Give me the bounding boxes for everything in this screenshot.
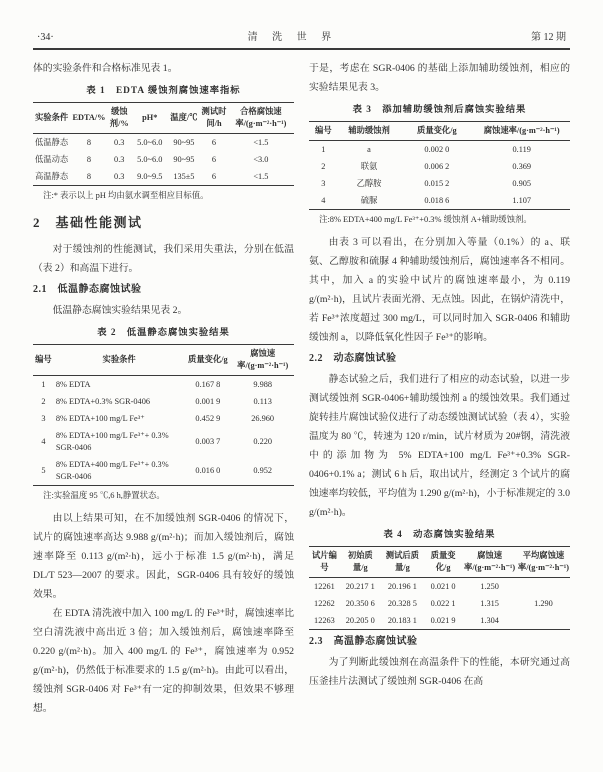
table-cell: 乙醇胺 <box>356 178 382 188</box>
table-cell: 12262 <box>314 598 335 608</box>
table-cell: 20.350 6 <box>345 598 375 608</box>
table-cell: 0.003 7 <box>195 436 221 446</box>
table-2-note: 注:实验温度 95 ℃,6 h,静置状态。 <box>43 491 165 500</box>
table-cell: 低温动态 <box>35 154 69 164</box>
column-header: 辅助缓蚀剂 <box>338 122 401 141</box>
paragraph: 在 EDTA 清洗液中加入 100 mg/L 的 Fe³⁺时，腐蚀速率比空白清洗液中高出近 3 倍；加入缓蚀剂后，腐蚀速率降至 0.220 g/(m²·h)。加入 400 mg/L 的 Fe³⁺，腐蚀速率为 0.952 g/(m²·h)，仍然低于标准要求的 1.5 g/(m²·h)。由此可以看出，缓蚀剂 SGR-0406 对 Fe³⁺有一定的抑制效果，但效果不够理想。 <box>33 608 294 714</box>
table-cell: 0.018 6 <box>424 195 450 205</box>
table-cell: 6 <box>211 154 217 164</box>
column-header: 初始质量/g <box>340 547 381 578</box>
table-cell: 1.290 <box>534 598 553 608</box>
paragraph-continuation: 于是，考虑在 SGR-0406 的基础上添加辅助缓蚀剂，相应的实验结果见表 3。 <box>309 63 570 93</box>
subsection-heading-2-1: 2.1 低温静态腐蚀试验 <box>33 284 142 295</box>
paragraph-continuation: 体的实验条件和合格标准见表 1。 <box>33 63 178 74</box>
table-row <box>309 595 570 612</box>
header-rule <box>33 48 570 50</box>
right-column <box>309 59 570 718</box>
table-cell: 3 <box>41 413 46 423</box>
table-cell: 0.001 9 <box>195 396 221 406</box>
column-header: 腐蚀速率/(g·m⁻²·h⁻¹) <box>462 547 517 578</box>
page-number: ·34· <box>37 32 54 43</box>
table-row <box>309 175 570 192</box>
page-header <box>33 28 570 48</box>
subsection-heading-2-3: 2.3 高温静态腐蚀试验 <box>309 636 418 647</box>
column-header: 合格腐蚀速率/(g·m⁻²·h⁻¹) <box>228 103 294 134</box>
table-cell: 0.022 1 <box>430 598 456 608</box>
table-row <box>33 456 294 486</box>
column-header: 实验条件 <box>33 103 71 134</box>
table-cell: 低温静态 <box>35 137 69 147</box>
table-cell: 硫脲 <box>360 195 378 205</box>
table-cell: 26.960 <box>251 413 275 423</box>
table-cell: 5.0~6.0 <box>137 137 163 147</box>
column-header: 编号 <box>309 122 338 141</box>
table-cell: 4 <box>41 436 46 446</box>
table-3-note: 注:8% EDTA+400 mg/L Fe³⁺+0.3% 缓蚀剂 A+辅助缓蚀剂。 <box>319 215 532 224</box>
table-row <box>33 134 294 152</box>
column-header: 实验条件 <box>54 345 185 376</box>
table-cell: 0.002 0 <box>424 144 450 154</box>
table-cell: 8 <box>86 171 92 181</box>
table-1-note: 注:* 表示以上 pH 均由氨水调至相应目标值。 <box>43 191 209 200</box>
table-cell: 6 <box>211 171 217 181</box>
table-cell <box>517 578 570 596</box>
table-cell: 20.205 0 <box>345 615 375 625</box>
table-cell: 1 <box>41 379 46 389</box>
table-cell: 1.304 <box>480 615 499 625</box>
column-header: 腐蚀速率/(g·m⁻²·h⁻¹) <box>473 122 570 141</box>
table-row <box>309 158 570 175</box>
column-header: 腐蚀速率/(g·m⁻²·h⁻¹) <box>231 345 294 376</box>
table-cell: 12261 <box>314 581 335 591</box>
table-cell: 5.0~6.0 <box>137 154 163 164</box>
table-1-caption: 表 1 EDTA 缓蚀剂腐蚀速率指标 <box>86 86 241 96</box>
table-cell: 8% EDTA+0.3% SGR-0406 <box>55 396 150 406</box>
table-3 <box>309 121 570 210</box>
table-cell: 1.107 <box>512 195 532 205</box>
column-header: 平均腐蚀速率/(g·m⁻²·h⁻¹) <box>517 547 570 578</box>
table-cell: 5 <box>41 465 46 475</box>
column-header: 质量变化/g <box>400 122 473 141</box>
column-header: 缓蚀剂/% <box>106 103 132 134</box>
table-row <box>33 168 294 186</box>
table-cell: 8% EDTA+100 mg/L Fe³⁺ <box>55 413 145 423</box>
two-column-body <box>33 59 570 718</box>
table-row <box>309 612 570 630</box>
table-1 <box>33 102 294 186</box>
table-cell: 20.217 1 <box>345 581 375 591</box>
table-cell: 0.006 2 <box>424 161 450 171</box>
table-cell: 6 <box>211 137 217 147</box>
left-column <box>33 59 294 718</box>
paragraph: 静态试验之后，我们进行了相应的动态试验，以进一步测试缓蚀剂 SGR-0406+辅助缓蚀剂 a 的缓蚀效果。我们通过旋转挂片腐蚀试验仪进行了动态缓蚀测试试验（表 4），实验温度为 80 ℃，转速为 120 r/min，试片材质为 20#钢，清洗液中的添加物为 5% EDTA+100 mg/L Fe³⁺+0.3% SGR-0406+0.1% a；测试 6 h 后，取出试片，经测定 3 个试片的腐蚀速率均较低，平均值为 1.290 g/(m²·h)，小于标准规定的 3.0 g/(m²·h)。 <box>309 374 570 518</box>
table-cell: 1.315 <box>480 598 499 608</box>
column-header: 质量变化/g <box>424 547 462 578</box>
column-header: 温度/℃ <box>168 103 201 134</box>
table-cell: 135±5 <box>173 171 195 181</box>
subsection-heading-2-2: 2.2 动态腐蚀试验 <box>309 353 397 364</box>
column-header: pH* <box>132 103 168 134</box>
table-cell: 90~95 <box>173 137 195 147</box>
table-cell: 0.113 <box>253 396 272 406</box>
table-row <box>33 410 294 427</box>
table-cell: 8 <box>86 154 92 164</box>
table-cell: <1.5 <box>253 137 269 147</box>
table-4 <box>309 546 570 630</box>
table-cell: 0.021 9 <box>430 615 456 625</box>
issue-number: 第 12 期 <box>530 32 566 43</box>
column-header: 测试后质量/g <box>381 547 424 578</box>
table-cell: 12263 <box>314 615 335 625</box>
table-row <box>309 192 570 210</box>
table-row <box>33 376 294 394</box>
table-2 <box>33 344 294 486</box>
column-header: 测试时间/h <box>200 103 227 134</box>
table-row <box>309 141 570 159</box>
table-row <box>33 393 294 410</box>
table-row <box>33 151 294 168</box>
table-cell: 8% EDTA+100 mg/L Fe³⁺+ 0.3% SGR-0406 <box>55 430 169 452</box>
paragraph: 为了判断此缓蚀剂在高温条件下的性能，本研究通过高压釜挂片法测试了缓蚀剂 SGR-0406 在高 <box>309 657 570 687</box>
table-cell: 1.250 <box>480 581 499 591</box>
table-cell: 0.3 <box>114 154 125 164</box>
paragraph: 对于缓蚀剂的性能测试，我们采用失重法，分别在低温（表 2）和高温下进行。 <box>33 244 294 274</box>
table-cell: 0.3 <box>114 137 125 147</box>
table-cell: 0.3 <box>114 171 125 181</box>
table-cell: 0.016 0 <box>195 465 221 475</box>
table-cell <box>517 612 570 630</box>
table-cell: 0.369 <box>512 161 532 171</box>
table-row <box>33 427 294 456</box>
table-cell: 9.988 <box>253 379 273 389</box>
column-header: 质量变化/g <box>184 345 231 376</box>
table-cell: 2 <box>321 161 326 171</box>
table-cell: 高温静态 <box>35 171 69 181</box>
table-cell: 0.905 <box>512 178 532 188</box>
table-cell: 20.183 1 <box>387 615 417 625</box>
table-header-row <box>309 122 570 141</box>
table-cell: 90~95 <box>173 154 195 164</box>
table-cell: 0.452 9 <box>195 413 221 423</box>
table-cell: 4 <box>321 195 326 205</box>
table-header-row <box>33 103 294 134</box>
table-cell: 20.196 1 <box>387 581 417 591</box>
table-cell: 9.0~9.5 <box>137 171 163 181</box>
table-cell: 2 <box>41 396 46 406</box>
table-cell: 0.015 2 <box>424 178 450 188</box>
table-cell: 1 <box>321 144 326 154</box>
table-cell: 0.119 <box>512 144 531 154</box>
paragraph: 低温静态腐蚀实验结果见表 2。 <box>52 305 188 316</box>
table-cell: <1.5 <box>253 171 269 181</box>
paragraph: 由以上结果可知，在不加缓蚀剂 SGR-0406 的情况下，试片的腐蚀速率高达 9.988 g/(m²·h)；而加入缓蚀剂后，腐蚀速率降至 0.113 g/(m²·h)，远小于标准 1.5 g/(m²·h)，满足 DL/T 523—2007 的要求。因此，SGR-0406 具有较好的缓蚀效果。 <box>33 513 294 600</box>
section-heading-2: 2 基础性能测试 <box>33 215 143 230</box>
table-row <box>309 578 570 596</box>
journal-title: 清 洗 世 界 <box>247 32 338 43</box>
table-cell: 8% EDTA <box>55 379 91 389</box>
table-cell: 0.220 <box>253 436 273 446</box>
paragraph: 由表 3 可以看出，在分别加入等量（0.1%）的 a、联氨、乙醇胺和硫脲 4 种辅助缓蚀剂后，腐蚀速率各不相同。其中，加入 a 的实验中试片的腐蚀速率最小，为 0.119 g/(m²·h)，且试片表面光滑、无点蚀。因此，在锅炉清洗中，若 Fe³⁺浓度超过 300 mg/L，可以同时加入 SGR-0406 和辅助缓蚀剂 a，以降低氧化性因子 Fe³⁺的影响。 <box>309 237 570 343</box>
table-cell: 3 <box>321 178 326 188</box>
table-cell: <3.0 <box>253 154 269 164</box>
table-cell: 20.328 5 <box>387 598 417 608</box>
table-cell: 联氨 <box>360 161 378 171</box>
table-cell: 8% EDTA+400 mg/L Fe³⁺+ 0.3% SGR-0406 <box>55 459 169 481</box>
table-header-row <box>33 345 294 376</box>
table-2-caption: 表 2 低温静态腐蚀实验结果 <box>97 328 230 338</box>
column-header: EDTA/% <box>71 103 106 134</box>
column-header: 编号 <box>33 345 54 376</box>
column-header: 试片编号 <box>309 547 340 578</box>
table-cell: a <box>367 144 371 154</box>
table-header-row <box>309 547 570 578</box>
table-cell: 0.021 0 <box>430 581 456 591</box>
table-cell: 0.167 8 <box>195 379 221 389</box>
table-4-caption: 表 4 动态腐蚀实验结果 <box>383 530 496 540</box>
table-cell: 0.952 <box>253 465 273 475</box>
table-cell: 8 <box>86 137 92 147</box>
table-3-caption: 表 3 添加辅助缓蚀剂后腐蚀实验结果 <box>352 105 527 115</box>
